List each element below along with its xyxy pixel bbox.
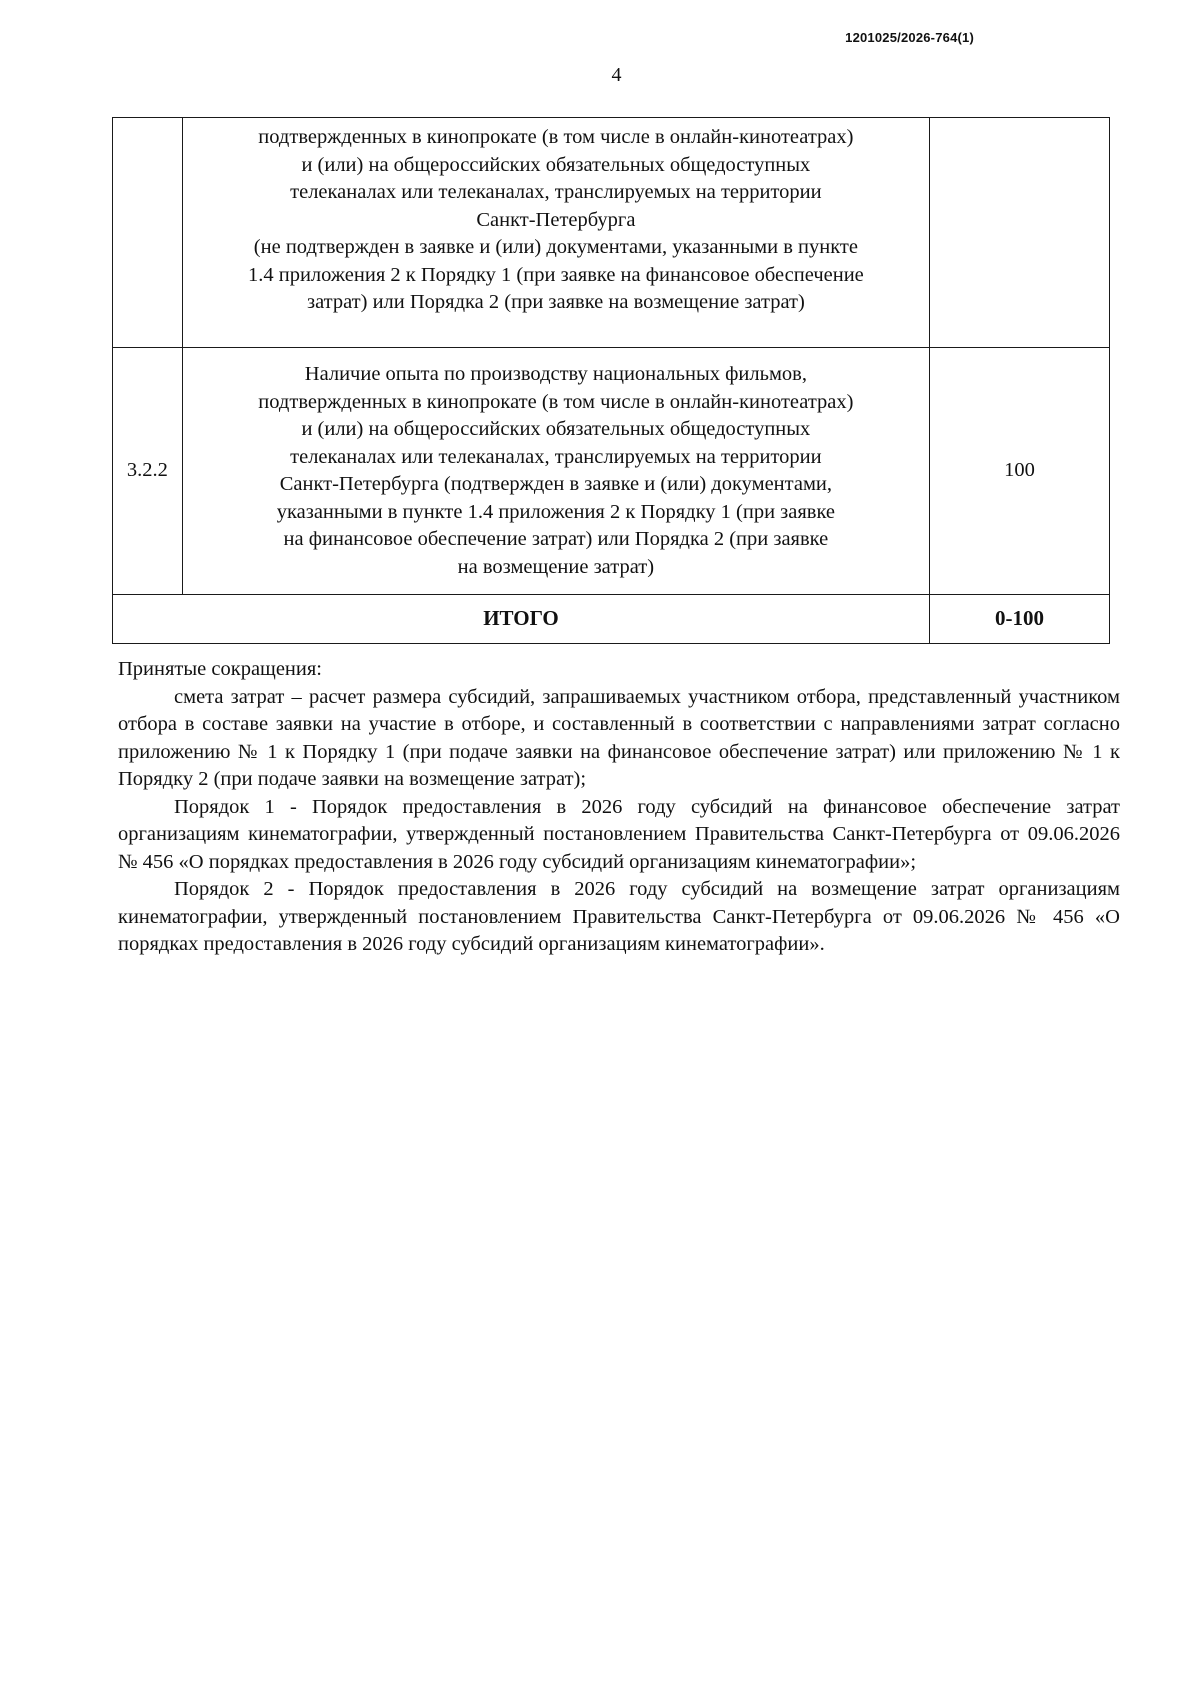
description-line: Наличие опыта по производству национальных фильмов, bbox=[304, 363, 807, 385]
abbreviation-paragraph: Порядок 2 - Порядок предоставления в 2026 году субсидий на возмещение затрат организациям кинематографии, утвержденный постановлением Правительства Санкт-Петербурга от 09.06.2026 № 456 «О порядках предоставления в 2026 году субсидий организациям кинематографии». bbox=[118, 878, 1120, 955]
criteria-table bbox=[112, 117, 1110, 644]
page-number: 4 bbox=[611, 64, 622, 86]
description-line: 1.4 приложения 2 к Порядку 1 (при заявке на финансовое обеспечение bbox=[247, 263, 864, 286]
total-row bbox=[113, 595, 1110, 644]
description-line: (не подтвержден в заявке и (или) документами, указанными в пункте bbox=[253, 236, 858, 258]
table-row bbox=[113, 118, 1110, 348]
criterion-score: 100 bbox=[929, 348, 1109, 595]
abbreviation-paragraph: смета затрат – расчет размера субсидий, запрашиваемых участником отбора, представленный участником отбора в составе заявки на участие в отборе, и составленный в соответствии с направлениями затрат согласно приложению № 1 к Порядку 1 (при подаче заявки на финансовое обеспечение затрат) или приложению № 1 к Порядку 2 (при подаче заявки на возмещение затрат); bbox=[118, 685, 1120, 790]
criterion-description bbox=[182, 348, 929, 595]
description-line: Санкт-Петербурга bbox=[476, 208, 636, 231]
abbreviations-title: Принятые сокращения: bbox=[118, 658, 322, 680]
criterion-number bbox=[113, 118, 183, 348]
description-line: и (или) на общероссийских обязательных общедоступных bbox=[301, 153, 811, 176]
description-line: телеканалах или телеканалах, транслируемых на территории bbox=[290, 181, 822, 203]
document-id: 1201025/2026-764(1) bbox=[845, 30, 974, 45]
table-row bbox=[113, 348, 1110, 595]
description-line: подтвержденных в кинопрокате (в том числе в онлайн-кинотеатрах) bbox=[258, 126, 854, 148]
description-line: затрат) или Порядка 2 (при заявке на возмещение затрат) bbox=[306, 291, 805, 313]
total-label: ИТОГО bbox=[113, 595, 930, 644]
description-line: на возмещение затрат) bbox=[457, 555, 655, 578]
criterion-number: 3.2.2 bbox=[113, 348, 183, 595]
description-line: указанными в пункте 1.4 приложения 2 к Порядку 1 (при заявке bbox=[276, 500, 836, 523]
criterion-description bbox=[182, 118, 929, 348]
description-line: телеканалах или телеканалах, транслируемых на территории bbox=[290, 445, 822, 468]
description-line: подтвержденных в кинопрокате (в том числе в онлайн-кинотеатрах) bbox=[258, 390, 854, 413]
description-line: Санкт-Петербурга (подтвержден в заявке и (или) документами, bbox=[279, 473, 833, 495]
description-line: на финансовое обеспечение затрат) или Порядка 2 (при заявке bbox=[283, 528, 829, 550]
total-score: 0-100 bbox=[929, 595, 1109, 644]
description-line: и (или) на общероссийских обязательных общедоступных bbox=[301, 418, 811, 440]
abbreviations-section bbox=[118, 656, 1120, 959]
abbreviation-paragraph: Порядок 1 - Порядок предоставления в 2026 году субсидий на финансовое обеспечение затрат организациям кинематографии, утвержденный постановлением Правительства Санкт-Петербурга от 09.06.2026 № 456 «О порядках предоставления в 2026 году субсидий организациям кинематографии»; bbox=[118, 795, 1120, 873]
criterion-score bbox=[929, 118, 1109, 348]
